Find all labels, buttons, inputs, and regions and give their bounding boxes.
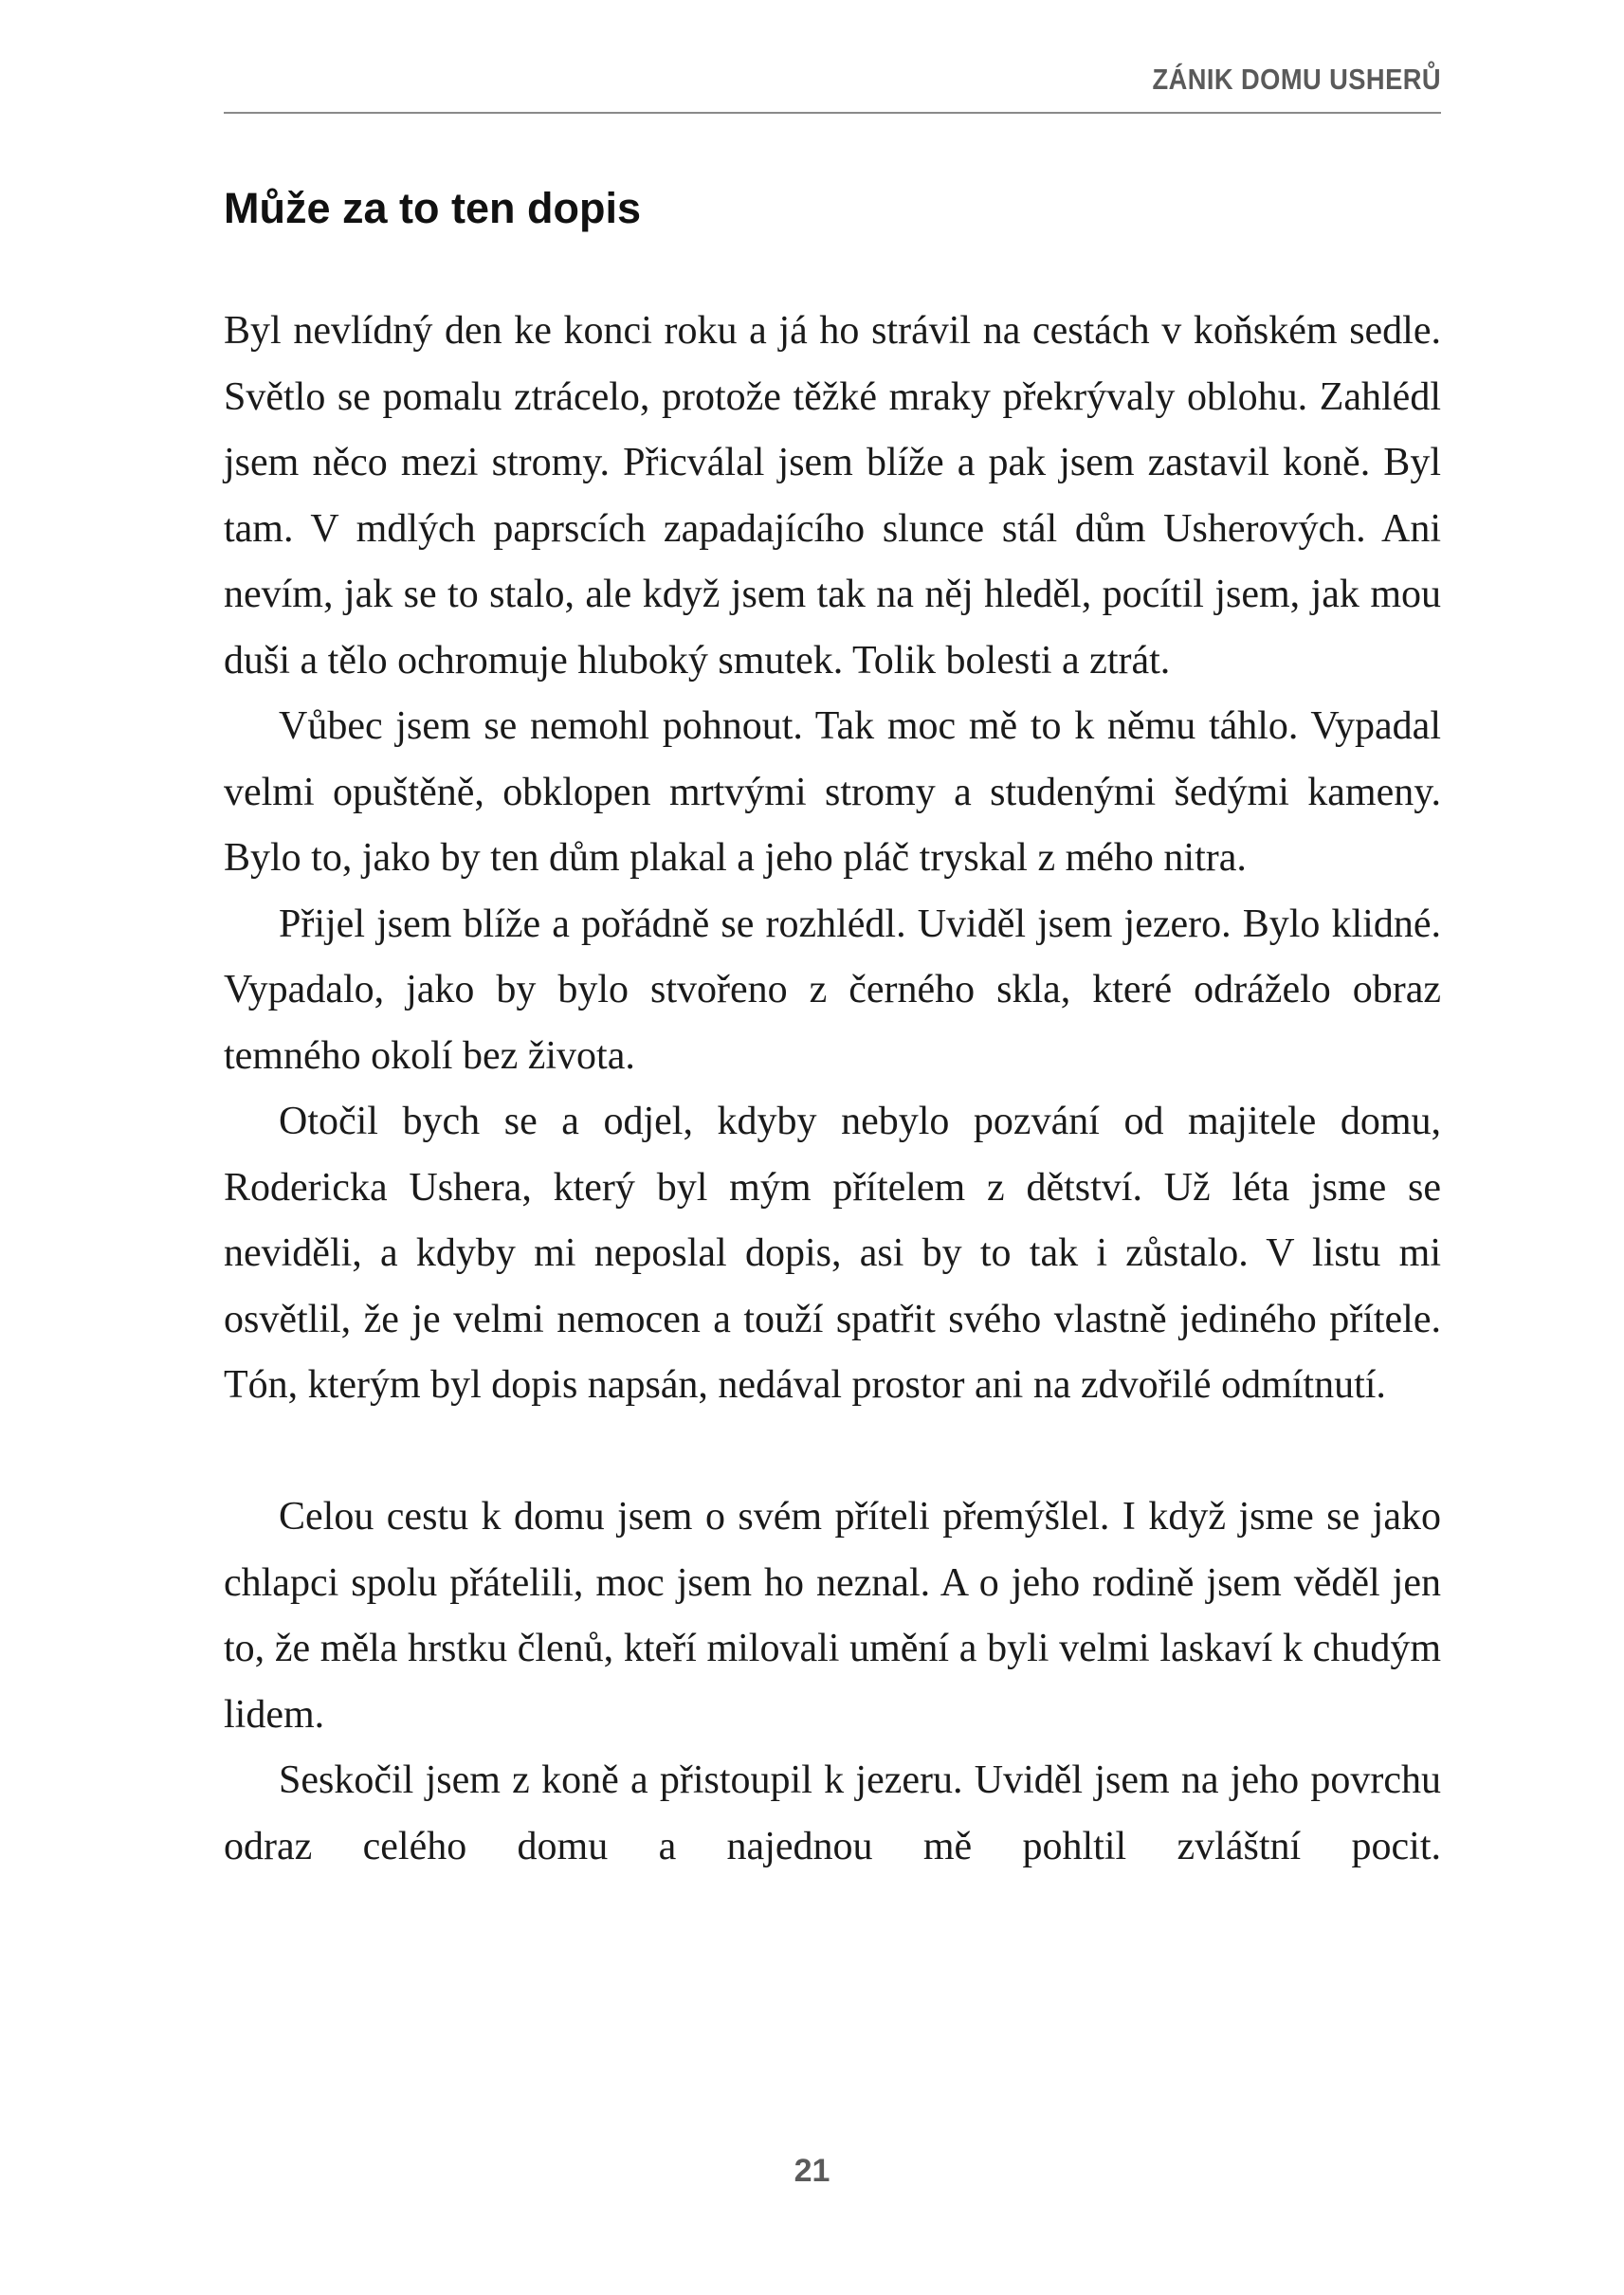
paragraph: Seskočil jsem z koně a přistoupil k jezeru. Uviděl jsem na jeho povrchu odraz celého domu a najednou mě pohltil zvláštní pocit. <box>224 1758 1441 1868</box>
section-break <box>224 1419 1441 1485</box>
paragraph: Byl nevlídný den ke konci roku a já ho strávil na cestách v koňském sedle. Světlo se pomalu ztrácelo, protože těžké mraky překrývaly oblohu. Zahlédl jsem něco mezi stromy. Přicválal jsem blíže a pak jsem zastavil koně. Byl tam. V mdlých paprscích zapadajícího slunce stál dům Usherových. Ani nevím, jak se to stalo, ale když jsem tak na něj hleděl, pocítil jsem, jak mou duši a tělo ochromuje hluboký smutek. Tolik bolesti a ztrát. <box>224 309 1441 683</box>
chapter-title: Může za to ten dopis <box>224 184 642 232</box>
paragraph: Celou cestu k domu jsem o svém příteli přemýšlel. I když jsme se jako chlapci spolu přátelili, moc jsem ho neznal. A o jeho rodině jsem věděl jen to, že měla hrstku členů, kteří milovali umění a byli velmi laskaví k chudým lidem. <box>224 1495 1441 1737</box>
header-rule <box>224 112 1441 114</box>
paragraph: Přijel jsem blíže a pořádně se rozhlédl. Uviděl jsem jezero. Bylo klidné. Vypadalo, jako by bylo stvořeno z černého skla, které odráželo obraz temného okolí bez života. <box>224 902 1441 1078</box>
paragraph: Otočil bych se a odjel, kdyby nebylo pozvání od majitele domu, Rodericka Ushera, který byl mým přítelem z dětství. Už léta jsme se neviděli, a kdyby mi neposlal dopis, asi by to tak i zůstalo. V listu mi osvětlil, že je velmi nemocen a touží spatřit svého vlastně jediného přítele. Tón, kterým byl dopis napsán, nedával prostor ani na zdvořilé odmítnutí. <box>224 1100 1441 1407</box>
page-number: 21 <box>794 2153 830 2189</box>
paragraph: Vůbec jsem se nemohl pohnout. Tak moc mě to k němu táhlo. Vypadal velmi opuštěně, obklopen mrtvými stromy a studenými šedými kameny. Bylo to, jako by ten dům plakal a jeho pláč tryskal z mého nitra. <box>224 704 1441 880</box>
running-header: ZÁNIK DOMU USHERŮ <box>1152 63 1441 96</box>
body-text <box>224 299 1441 1880</box>
